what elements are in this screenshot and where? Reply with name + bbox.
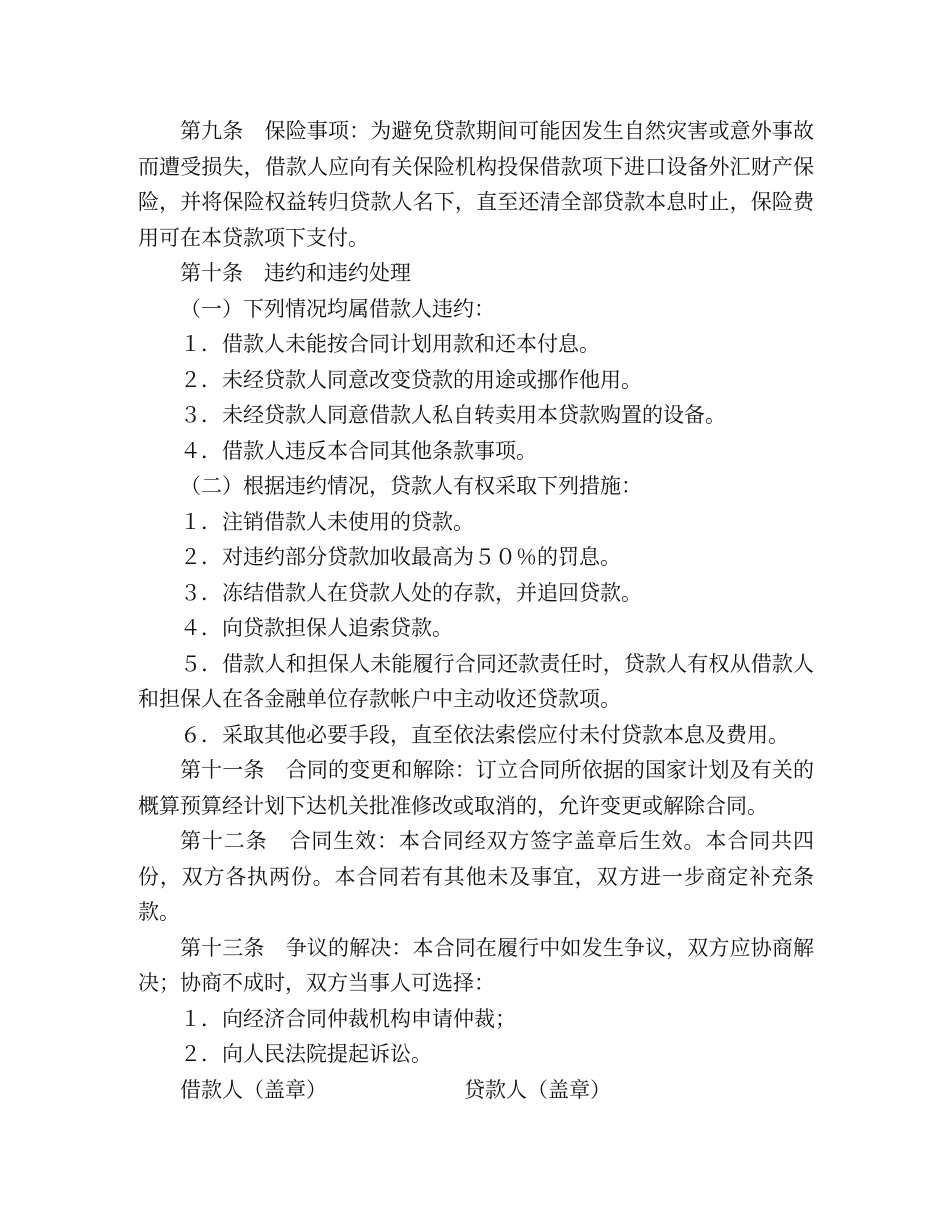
borrower-signature-label: 借款人（盖章） <box>180 1077 327 1102</box>
measure-5: ５．借款人和担保人未能履行合同还款责任时，贷款人有权从借款人和担保人在各金融单位存款帐户中主动收还贷款项。 <box>138 651 814 711</box>
default-case-2: ２．未经贷款人同意改变贷款的用途或挪作他用。 <box>180 367 642 392</box>
article-10-heading: 第十条 违约和违约处理 <box>180 261 411 285</box>
article-13-disputes: 第十三条 争议的解决：本合同在履行中如发生争议，双方应协商解决；协商不成时，双方当事人可选择： <box>138 935 814 995</box>
dispute-option-2: ２．向人民法院提起诉讼。 <box>180 1042 432 1066</box>
measure-2: ２．对违约部分贷款加收最高为５０％的罚息。 <box>180 545 621 569</box>
dispute-option-1: １．向经济合同仲裁机构申请仲裁； <box>180 1006 516 1031</box>
article-11-amendment: 第十一条 合同的变更和解除：订立合同所依据的国家计划及有关的概算预算经计划下达机关批准修改或取消的，允许变更或解除合同。 <box>138 758 814 818</box>
contract-body <box>138 114 814 1108</box>
measure-4: ４．向贷款担保人追索贷款。 <box>180 616 453 640</box>
lender-signature-label: 贷款人（盖章） <box>464 1077 611 1102</box>
lender-measures-heading: （二）根据违约情况，贷款人有权采取下列措施： <box>180 474 642 498</box>
default-case-3: ３．未经贷款人同意借款人私自转卖用本贷款购置的设备。 <box>180 403 726 427</box>
measure-3: ３．冻结借款人在贷款人处的存款，并追回贷款。 <box>180 580 642 605</box>
article-12-effectiveness: 第十二条 合同生效：本合同经双方签字盖章后生效。本合同共四份，双方各执两份。本合同若有其他未及事宜，双方进一步商定补充条款。 <box>138 829 814 924</box>
measure-6: ６．采取其他必要手段，直至依法索偿应付未付贷款本息及费用。 <box>180 722 789 747</box>
signature-line <box>138 1073 814 1109</box>
article-9-insurance: 第九条 保险事项：为避免贷款期间可能因发生自然灾害或意外事故而遭受损失，借款人应向有关保险机构投保借款项下进口设备外汇财产保险，并将保险权益转归贷款人名下，直至还清全部贷款本息时止，保险费用可在本贷款项下支付。 <box>138 119 814 250</box>
default-case-4: ４．借款人违反本合同其他条款事项。 <box>180 438 537 463</box>
measure-1: １．注销借款人未使用的贷款。 <box>180 509 474 534</box>
default-cases-heading: （一）下列情况均属借款人违约： <box>180 296 495 321</box>
default-case-1: １．借款人未能按合同计划用款和还本付息。 <box>180 332 600 356</box>
